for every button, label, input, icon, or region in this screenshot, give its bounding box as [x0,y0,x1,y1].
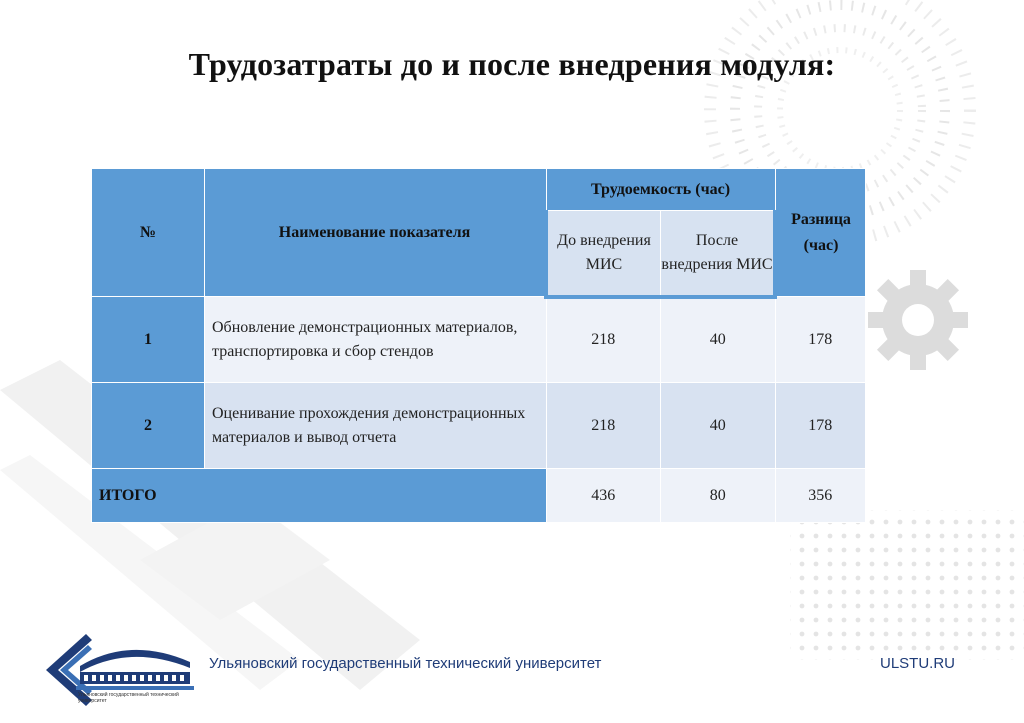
row-before: 218 [546,297,661,383]
total-row [92,469,866,523]
row-name: Обновление демонстрационных материалов, транспортировка и сбор стендов [205,297,547,383]
row-before: 218 [546,383,661,469]
row-diff: 178 [775,383,866,469]
footer-site-link[interactable]: ULSTU.RU [880,655,956,672]
row-name: Оценивание прохождения демонстрационных материалов и вывод отчета [205,383,547,469]
row-after: 40 [661,297,776,383]
header-name: Наименование показателя [205,169,547,297]
row-number: 1 [92,297,205,383]
labor-table [91,168,866,523]
header-labor-group: Трудоемкость (час) [546,169,775,211]
footer-university: Ульяновский государственный технический университет [209,655,602,672]
header-before: До внедрения МИС [546,211,661,297]
header-number: № [92,169,205,297]
total-before: 436 [546,469,661,523]
total-after: 80 [661,469,776,523]
table-row [92,383,866,469]
gear-icon [868,270,968,370]
header-difference: Разница (час) [775,169,866,297]
total-label: ИТОГО [92,469,547,523]
header-after: После внедрения МИС [661,211,776,297]
row-after: 40 [661,383,776,469]
row-diff: 178 [775,297,866,383]
slide-title: Трудозатраты до и после внедрения модуля: [188,46,836,82]
row-number: 2 [92,383,205,469]
table-row [92,297,866,383]
total-diff: 356 [775,469,866,523]
logo-caption: Ульяновский государственный технический университет [78,692,179,704]
